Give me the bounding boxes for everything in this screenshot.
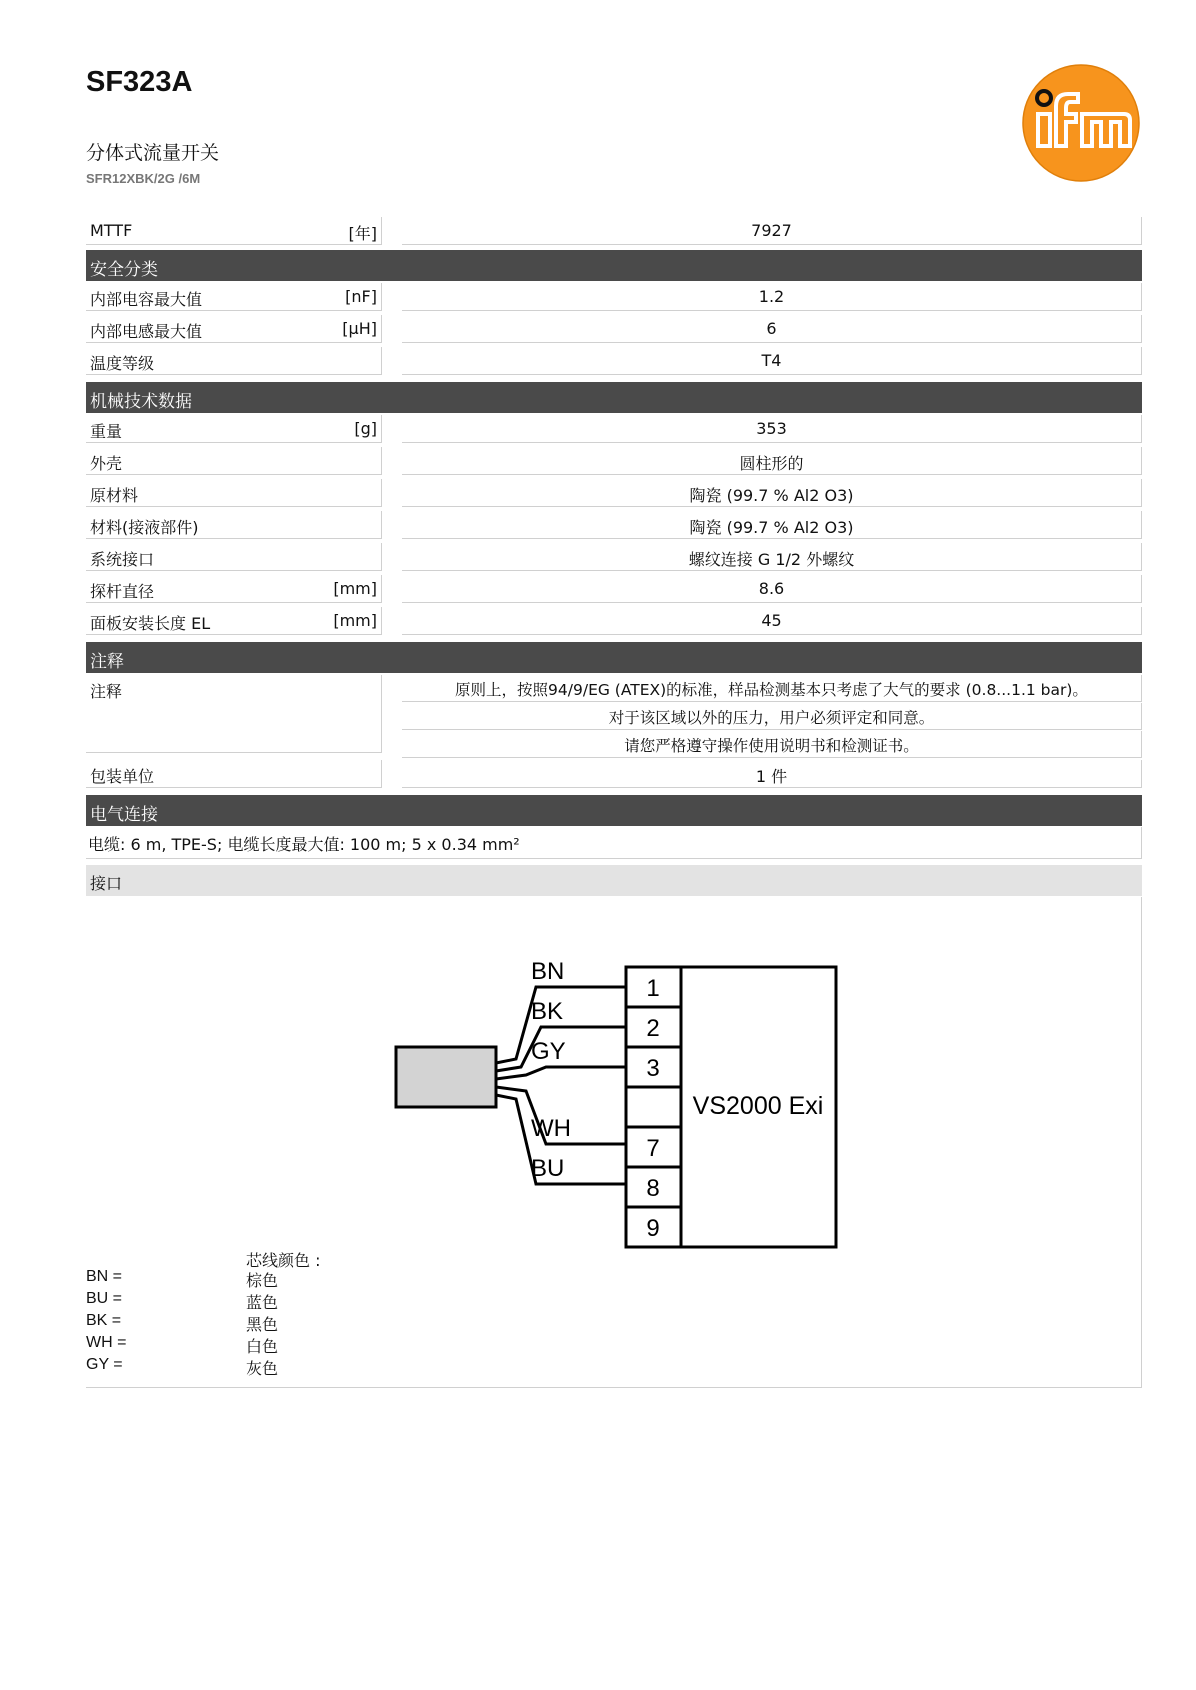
device-label: VS2000 Exi (692, 1092, 824, 1120)
product-title: SF323A (86, 66, 193, 98)
row-inductance (86, 315, 1142, 344)
terminal-label: 8 (646, 1175, 660, 1202)
wire-label: BN (531, 958, 565, 985)
row-value: 圆柱形的 (739, 454, 804, 473)
legend-color: 蓝色 (246, 1293, 279, 1312)
row-unit: [µH] (342, 319, 377, 338)
legend-color: 白色 (246, 1337, 279, 1356)
row-material (86, 479, 1142, 508)
row-value: 1 件 (755, 767, 788, 786)
note-line (402, 703, 1142, 730)
wire-label: BU (531, 1155, 565, 1182)
section-mechanical (86, 382, 1142, 413)
row-label: 外壳 (90, 454, 123, 473)
row-unit: [nF] (345, 287, 377, 306)
terminal-strip (626, 967, 681, 1247)
row-value: 7927 (751, 221, 792, 240)
section-title: 机械技术数据 (90, 392, 192, 412)
ifm-logo (1022, 64, 1140, 182)
row-value: 353 (756, 419, 787, 438)
row-value: 6 (766, 319, 777, 338)
note-line (402, 731, 1142, 758)
interface-box (86, 897, 1142, 1388)
row-installation-length (86, 607, 1142, 636)
row-label: 内部电感最大值 (90, 322, 203, 341)
note-text: 原则上，按照94/9/EG (ATEX)的标准，样品检测基本只考虑了大气的要求 (0.8...1.1 bar)。 (455, 681, 1088, 699)
row-value: 45 (761, 611, 782, 630)
row-temperature-class (86, 347, 1142, 376)
notes-label: 注释 (90, 682, 123, 701)
interface-title: 接口 (90, 874, 123, 893)
section-title: 安全分类 (90, 260, 158, 280)
section-notes (86, 642, 1142, 673)
legend-color: 灰色 (246, 1359, 279, 1378)
row-label: MTTF (90, 221, 133, 240)
legend-color: 黑色 (246, 1315, 279, 1334)
terminal-label: 1 (646, 975, 660, 1002)
row-label: 原材料 (90, 486, 139, 505)
terminal-label: 2 (646, 1015, 660, 1042)
note-text: 请您严格遵守操作使用说明书和检测证书。 (624, 737, 919, 755)
row-unit: [mm] (333, 611, 377, 630)
legend-color: 棕色 (246, 1271, 279, 1290)
row-label: 探杆直径 (90, 582, 155, 601)
terminal-label: 9 (646, 1215, 660, 1242)
row-value: T4 (761, 351, 782, 370)
row-label: 材料(接液部件) (90, 518, 199, 537)
row-unit: [g] (354, 419, 377, 438)
section-title: 注释 (90, 652, 124, 672)
row-probe-diameter (86, 575, 1142, 604)
product-subtitle: 分体式流量开关 (86, 142, 220, 164)
legend-heading: 芯线颜色 : (246, 1251, 321, 1270)
wiring-diagram (386, 917, 846, 1242)
legend-code: BU = (86, 1290, 123, 1307)
legend-code: WH = (86, 1334, 127, 1351)
terminal-label: 3 (646, 1055, 660, 1082)
legend-code: BK = (86, 1312, 122, 1329)
row-label: 内部电容最大值 (90, 290, 203, 309)
notes-label-cell (86, 675, 382, 753)
wire-label: BK (531, 998, 564, 1025)
row-capacitance (86, 283, 1142, 312)
row-label: 面板安装长度 EL (90, 614, 211, 633)
terminal-label: 7 (646, 1135, 660, 1162)
section-electrical (86, 795, 1142, 826)
row-weight (86, 415, 1142, 444)
row-packaging-unit (86, 760, 1142, 789)
row-value: 1.2 (758, 287, 785, 306)
wire-label: GY (531, 1038, 566, 1065)
interface-bar (86, 865, 1142, 896)
row-wetted-material (86, 511, 1142, 540)
row-value: 8.6 (758, 579, 785, 598)
note-line (402, 675, 1142, 702)
legend-code: BN = (86, 1268, 123, 1285)
cable-text: 电缆: 6 m, TPE-S; 电缆长度最大值: 100 m; 5 x 0.34 mm² (88, 835, 520, 854)
section-safety (86, 250, 1142, 281)
row-unit: [年] (348, 224, 377, 243)
row-value: 螺纹连接 G 1/2 外螺纹 (688, 550, 855, 569)
row-label: 系统接口 (90, 550, 155, 569)
legend-code: GY = (86, 1356, 123, 1373)
row-housing (86, 447, 1142, 476)
note-text: 对于该区域以外的压力，用户必须评定和同意。 (608, 709, 935, 727)
section-title: 电气连接 (90, 805, 158, 825)
wire-label: WH (531, 1115, 571, 1142)
cable-spec (86, 827, 1142, 859)
row-process-connection (86, 543, 1142, 572)
row-mttf (86, 217, 1142, 246)
connector-body (396, 1047, 496, 1107)
row-label: 包装单位 (90, 767, 155, 786)
row-value: 陶瓷 (99.7 % Al2 O3) (689, 486, 854, 505)
row-unit: [mm] (333, 579, 377, 598)
row-value: 陶瓷 (99.7 % Al2 O3) (689, 518, 854, 537)
product-code: SFR12XBK/2G /6M (86, 171, 201, 186)
row-label: 重量 (90, 422, 123, 441)
row-label: 温度等级 (90, 354, 155, 373)
